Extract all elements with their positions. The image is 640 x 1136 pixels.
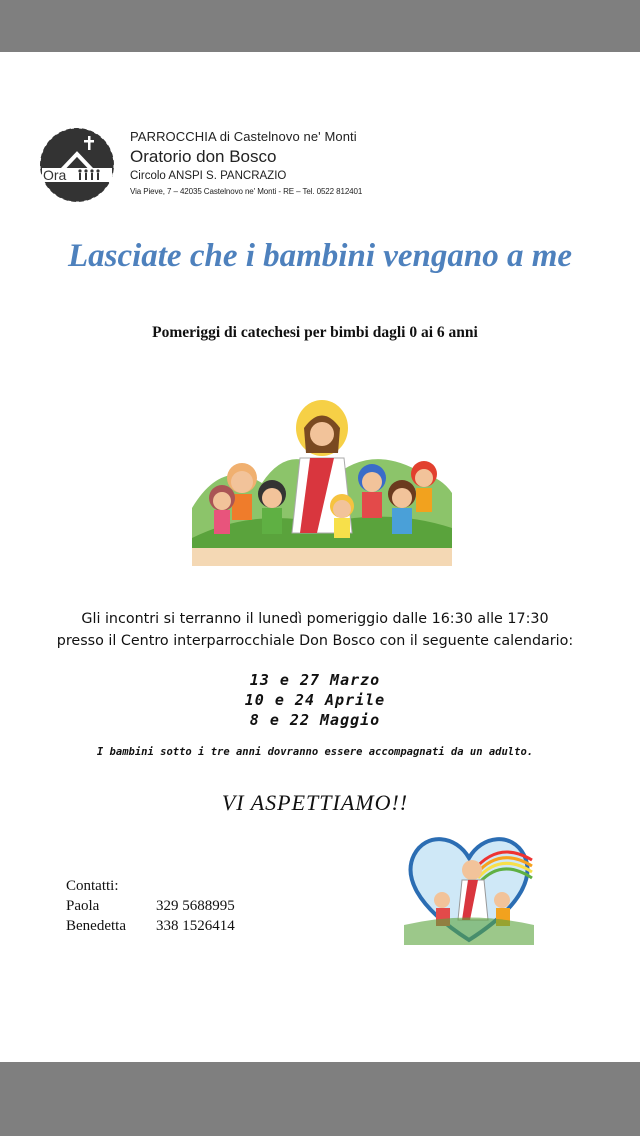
jesus-children-illustration xyxy=(192,398,452,566)
heart-jesus-illustration xyxy=(404,830,534,945)
contact-row xyxy=(66,916,235,936)
welcome-text: VI ASPETTIAMO!! xyxy=(221,790,409,815)
top-bar xyxy=(0,0,640,52)
contact-phone: 329 5688995 xyxy=(156,898,235,914)
contact-name: Benedetta xyxy=(66,918,126,934)
contact-phone: 338 1526414 xyxy=(156,918,235,934)
contact-name: Paola xyxy=(66,898,100,914)
contacts-block xyxy=(66,876,235,936)
contacts-label: Contatti: xyxy=(66,878,119,894)
parish-address: Via Pieve, 7 – 42035 Castelnovo ne' Monti - RE – Tel. 0522 812401 xyxy=(130,187,363,196)
meeting-info xyxy=(0,608,630,652)
parish-header xyxy=(130,129,362,196)
flyer-title: Lasciate che i bambini vengano a me xyxy=(67,238,573,274)
oratory-name: Oratorio don Bosco xyxy=(130,147,277,166)
parish-name: PARROCCHIA di Castelnovo ne' Monti xyxy=(130,129,357,144)
contact-row xyxy=(66,896,235,916)
flyer-page xyxy=(0,52,640,1062)
age-note: I bambini sotto i tre anni dovranno essere accompagnati da un adulto. xyxy=(96,746,534,758)
circle-name: Circolo ANSPI S. PANCRAZIO xyxy=(130,170,287,182)
date-row-march: 13 e 27 Marzo xyxy=(249,671,381,689)
meeting-info-line-2: presso il Centro interparrocchiale Don Bosco con il seguente calendario: xyxy=(56,633,574,649)
oratory-logo-icon xyxy=(38,126,116,204)
calendar-dates xyxy=(0,670,630,730)
bottom-bar xyxy=(0,1062,640,1136)
logo-text: Ora xyxy=(43,167,67,183)
date-row-may: 8 e 22 Maggio xyxy=(249,711,381,729)
date-row-april: 10 e 24 Aprile xyxy=(244,691,386,709)
meeting-info-line-1: Gli incontri si terranno il lunedì pomeriggio dalle 16:30 alle 17:30 xyxy=(81,611,549,627)
flyer-subtitle: Pomeriggi di catechesi per bimbi dagli 0 ai 6 anni xyxy=(152,324,478,341)
